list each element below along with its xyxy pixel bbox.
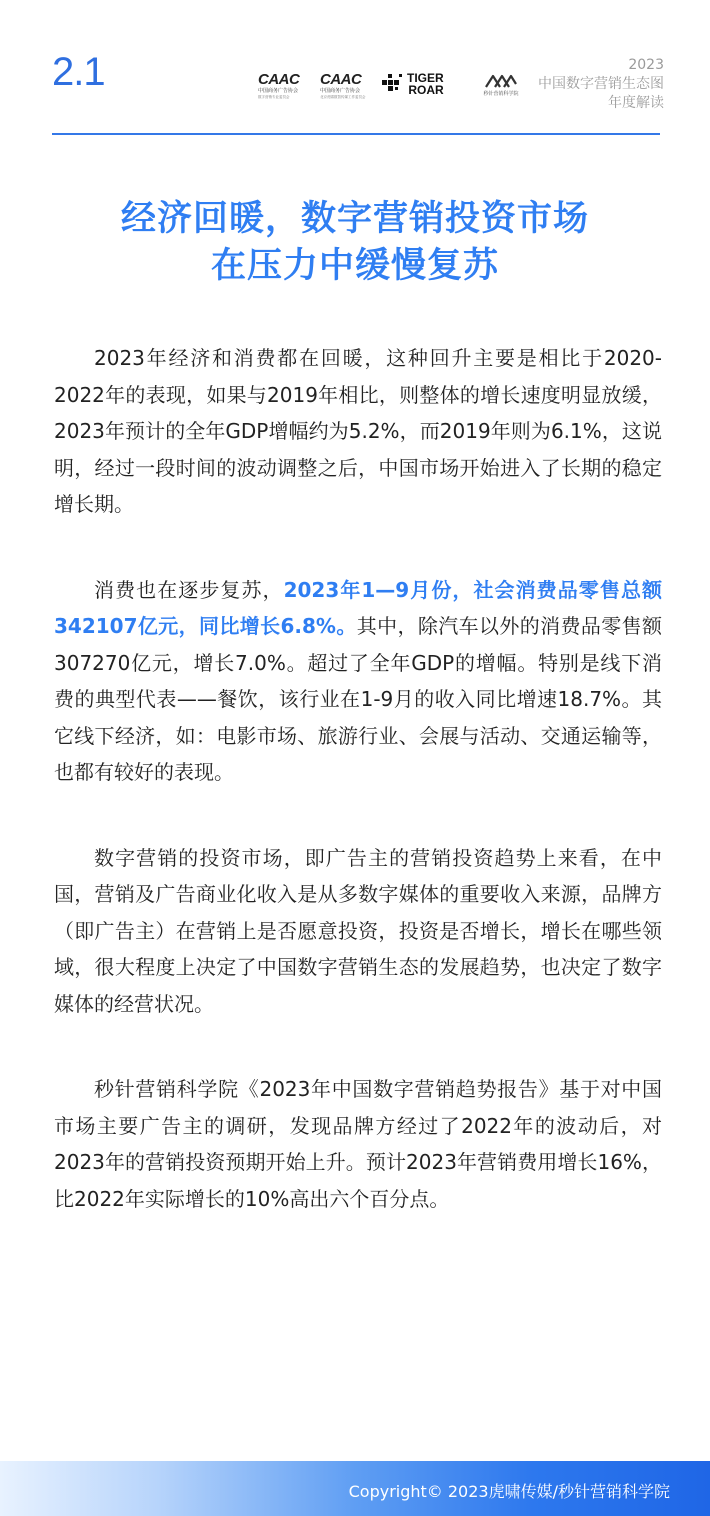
report-name: 中国数字营销生态图	[538, 76, 664, 92]
paragraph-economy: 2023年经济和消费都在回暖，这种回升主要是相比于2020-2022年的表现，如果与2019年相比，则整体的增长速度明显放缓，2023年预计的全年GDP增幅约为5.2%，而2019年则为6.1%，这说明，经过一段时间的波动调整之后，中国市场开始进入了长期的稳定增长期。	[54, 346, 662, 516]
paragraph-forecast: 秒针营销科学院《2023年中国数字营销趋势报告》基于对中国市场主要广告主的调研，发现品牌方经过了2022年的波动后，对2023年的营销投资预期开始上升。预计2023年营销费用增长16%，比2022年实际增长的10%高出六个百分点。	[54, 1077, 662, 1211]
tiger-roar-logo	[382, 72, 468, 96]
copyright-text: Copyright© 2023虎啸传媒/秒针营销科学院	[348, 1482, 670, 1501]
caac-committee-name: 数字营销专业委员会	[258, 95, 290, 99]
report-subtitle: 年度解读	[608, 95, 664, 111]
caac-org-name: 中国商务广告协会	[258, 88, 299, 94]
caac-digital-marketing-logo	[258, 72, 312, 100]
title-line-2: 在压力中缓慢复苏	[210, 246, 499, 286]
report-header-info	[538, 56, 664, 113]
report-year: 2023	[628, 57, 664, 73]
caac-committee-name: 北京虎啸数智传媒工作委员会	[320, 95, 366, 99]
retail-sales-highlight: 2023年1—9月份，社会消费品零售总额342107亿元，同比增长6.8%。	[54, 577, 663, 638]
footer-bar	[0, 1461, 710, 1516]
paragraph-investment-market: 数字营销的投资市场，即广告主的营销投资趋势上来看，在中国，营销及广告商业化收入是从多数字媒体的重要收入来源，品牌方（即广告主）在营销上是否愿意投资，投资是否增长，增长在哪些领域，很大程度上决定了中国数字营销生态的发展趋势，也决定了数字媒体的经营状况。	[54, 845, 662, 1016]
miaozhen-logo	[476, 72, 526, 97]
page-title	[0, 196, 710, 290]
partner-logos	[258, 72, 526, 112]
paragraph-consumption-detail: 其中，除汽车以外的消费品零售额307270亿元，增长7.0%。超过了全年GDP的增幅。特别是线下消费的典型代表——餐饮，该行业在1-9月的收入同比增速18.7%。其它线下经济，如：电影市场、旅游行业、会展与活动、交通运输等，也都有较好的表现。	[54, 614, 663, 784]
caac-org-name: 中国商务广告协会	[320, 88, 361, 94]
tiger-roar-word-2: ROAR	[408, 83, 444, 97]
paragraph-consumption-intro: 消费也在逐步复苏，	[94, 577, 284, 602]
section-number: 2.1	[52, 50, 105, 94]
caac-mark: CAAC	[258, 71, 300, 88]
article-body	[54, 340, 662, 1266]
tiger-roar-word-1: TIGER	[407, 71, 444, 85]
miaozhen-mark-icon	[484, 72, 518, 90]
tiger-roar-mark-icon	[382, 72, 404, 96]
caac-mark: CAAC	[320, 71, 362, 88]
header-divider	[52, 133, 660, 135]
paragraph-consumption	[54, 572, 662, 791]
miaozhen-caption: 秒针营销科学院	[483, 91, 519, 97]
title-line-1: 经济回暖，数字营销投资市场	[120, 199, 589, 239]
caac-tiger-roar-logo	[320, 72, 374, 100]
